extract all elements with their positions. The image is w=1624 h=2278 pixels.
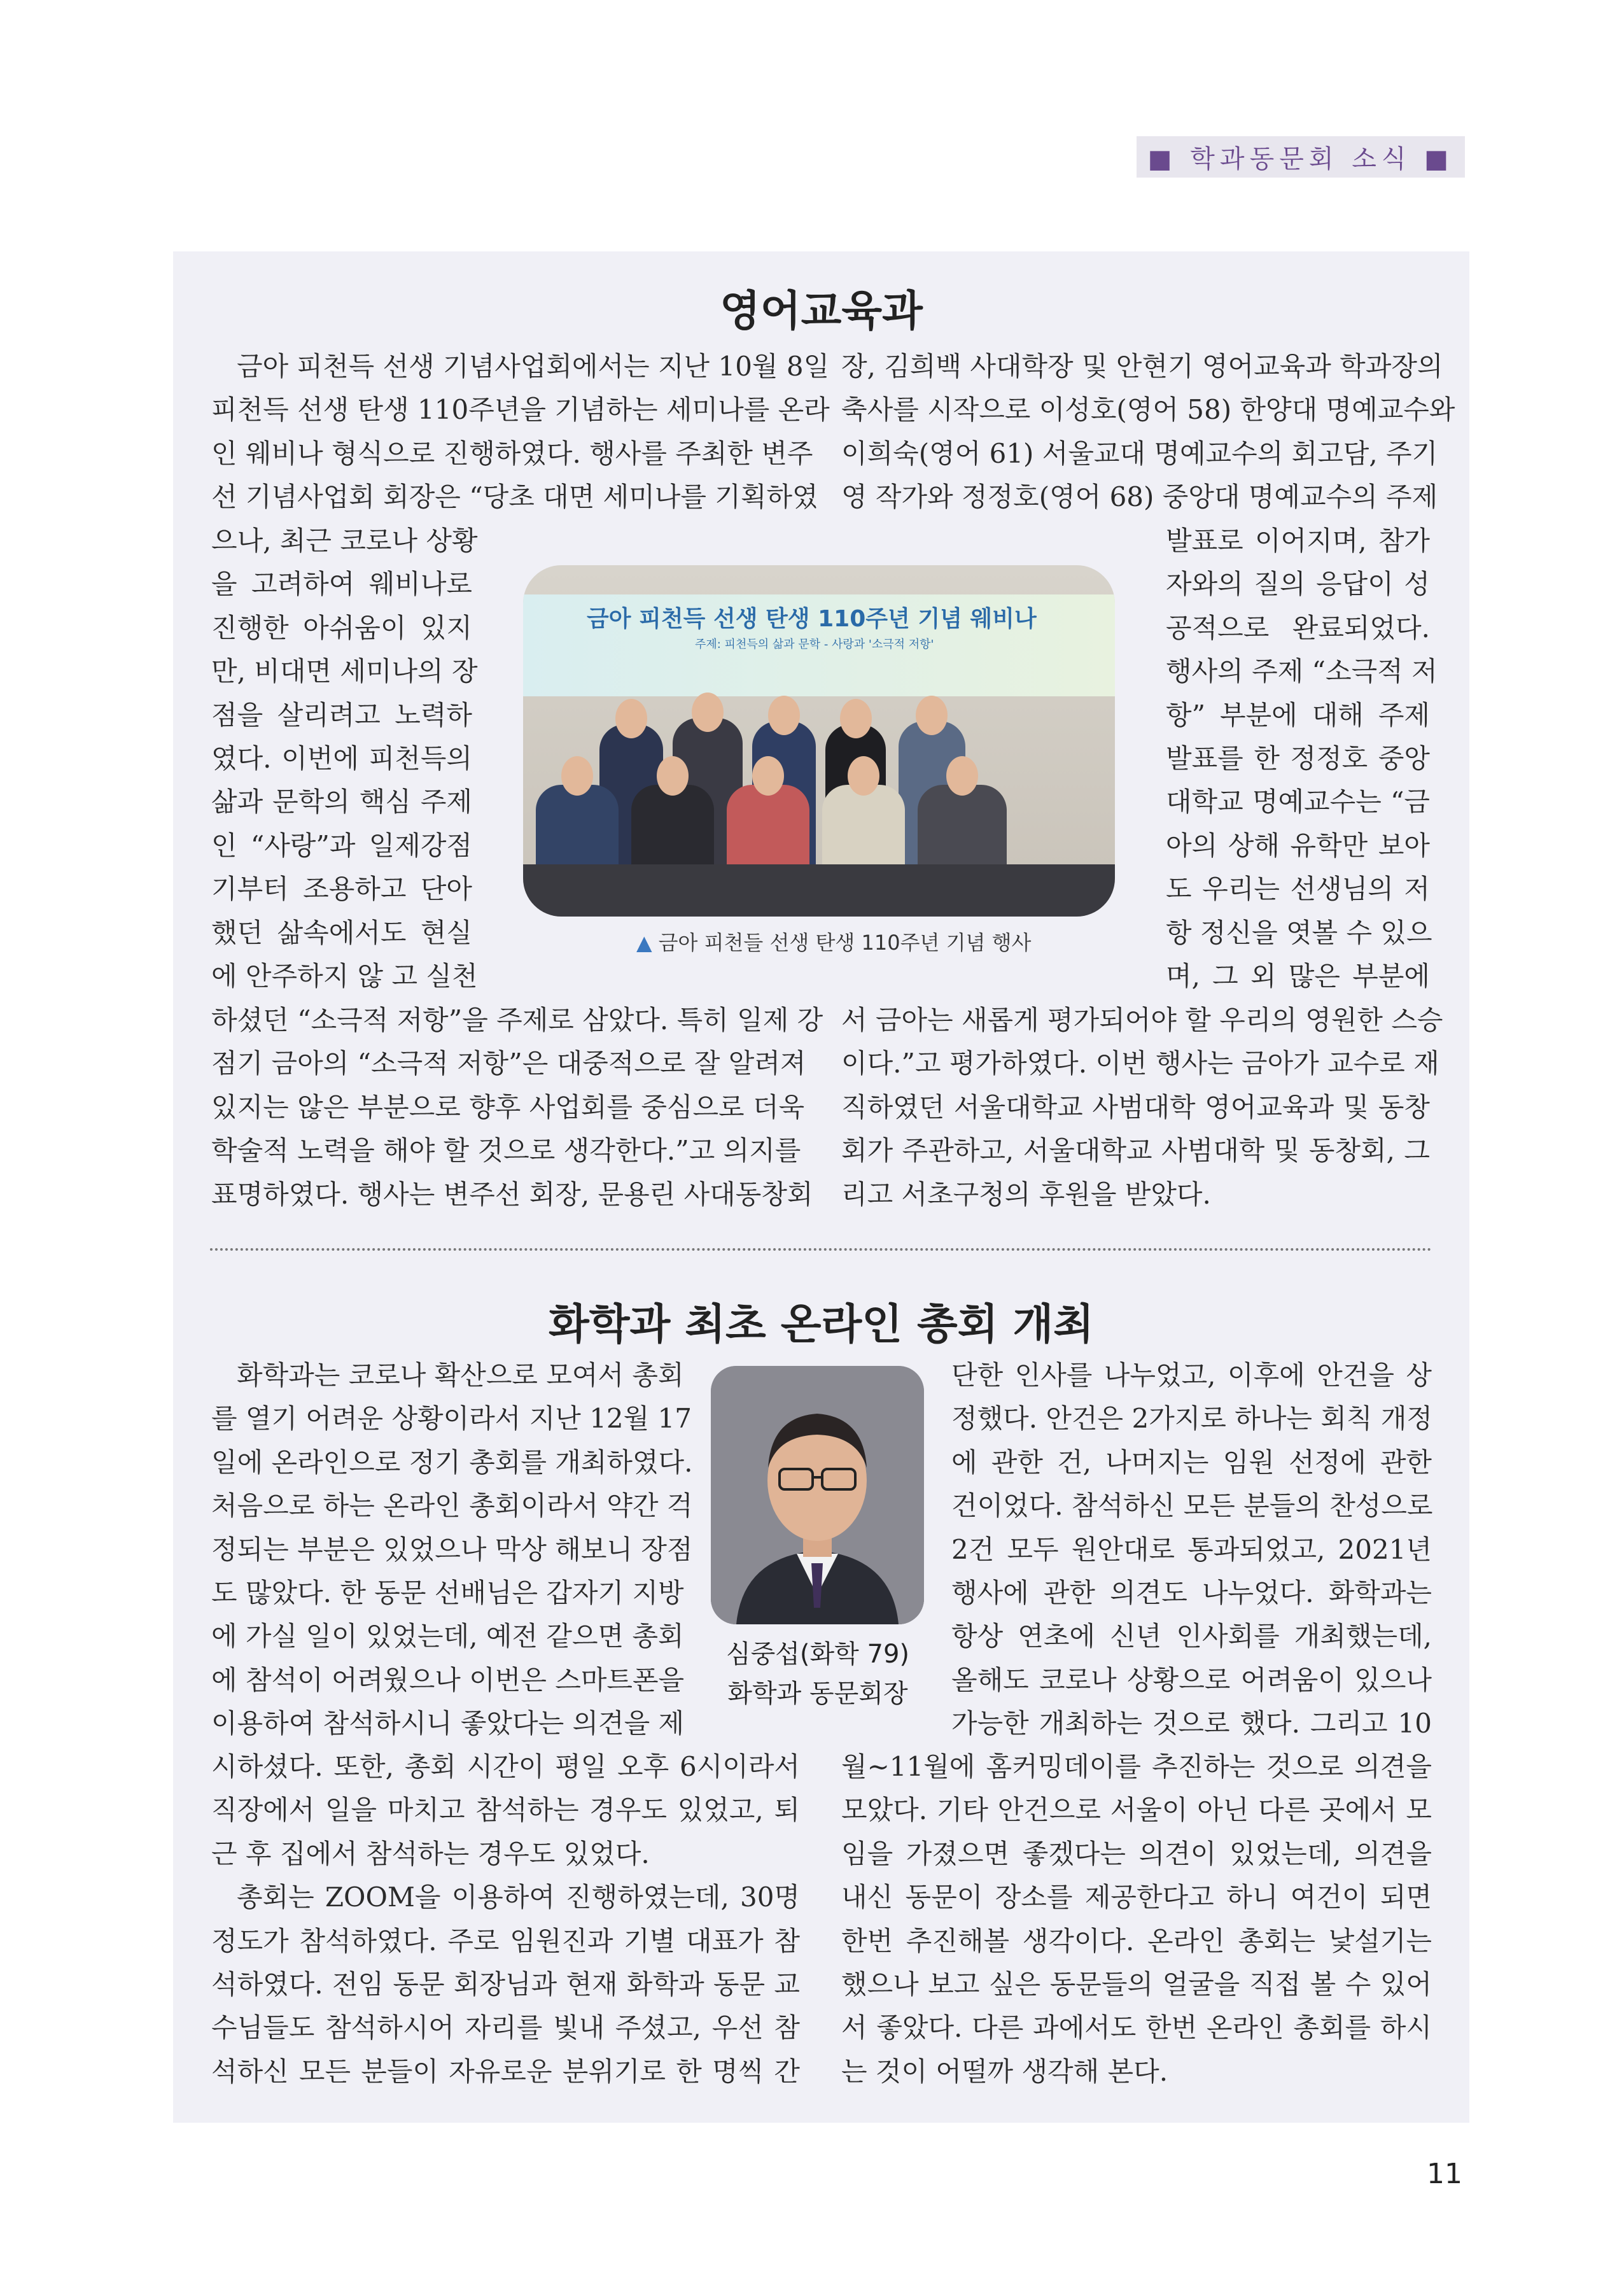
- text-line: 화학과는 코로나 확산으로 모여서 총회: [237, 1360, 684, 1391]
- text-line: 인 웨비나 형식으로 진행하였다. 행사를 주최한 변주: [211, 437, 813, 469]
- person-head: [946, 756, 978, 796]
- text-line: 직하였던 서울대학교 사범대학 영어교육과 및 동창: [841, 1091, 1430, 1123]
- text-line: 일에 온라인으로 정기 총회를 개최하였다.: [211, 1446, 693, 1478]
- text-line: 정되는 부분은 있었으나 막상 해보니 장점: [211, 1533, 693, 1565]
- text-line: 영 작가와 정정호(영어 68) 중앙대 명예교수의 주제: [841, 481, 1438, 513]
- article2-right-bottom: [841, 1745, 1432, 2093]
- text-line: 에 참석이 어려웠으나 이번은 스마트폰을: [211, 1664, 685, 1696]
- photo-banner-title: 금아 피천득 선생 탄생 110주년 기념 웨비나: [587, 606, 1037, 632]
- person-head: [692, 693, 724, 732]
- text-line: 있지는 않은 부분으로 향후 사업회를 중심으로 더욱: [211, 1091, 805, 1123]
- text-line: 했던 삶속에서도 현실: [211, 917, 472, 948]
- person-head: [848, 756, 879, 796]
- text-line: 피천득 선생 탄생 110주년을 기념하는 세미나를 온라: [211, 394, 830, 426]
- text-line: 점을 살리려고 노력하: [211, 699, 472, 731]
- article2-left-bottom: [211, 1745, 800, 2093]
- text-line: 도 많았다. 한 동문 선배님은 갑자기 지방: [211, 1577, 684, 1609]
- text-line: 표명하였다. 행사는 변주선 회장, 문용린 사대동창회: [211, 1178, 813, 1210]
- photo-banner-subtitle: 주제: 피천득의 삶과 문학 - 사랑과 '소극적 저항': [695, 638, 934, 651]
- text-line: 삶과 문학의 핵심 주제: [211, 786, 472, 818]
- text-line: 임을 가졌으면 좋겠다는 의견이 있었는데, 의견을: [841, 1838, 1432, 1869]
- text-line: 이희숙(영어 61) 서울교대 명예교수의 회고담, 주기: [841, 437, 1438, 469]
- article1-left-narrow: [211, 519, 478, 998]
- text-line: 공적으로 완료되었다.: [1166, 612, 1430, 643]
- text-line: 항상 연초에 신년 인사회를 개최했는데,: [951, 1621, 1432, 1652]
- text-line: 발표로 이어지며, 참가: [1166, 525, 1430, 556]
- text-line: 에 안주하지 않 고 실천: [211, 960, 478, 992]
- text-line: 행사에 관한 의견도 나누었다. 화학과는: [951, 1577, 1432, 1609]
- page-number: 11: [1427, 2158, 1462, 2190]
- portrait-illustration: [711, 1366, 924, 1624]
- text-line: 내신 동문이 장소를 제공한다고 하니 여건이 되면: [841, 1881, 1432, 1913]
- article1-left-bottom: [211, 999, 823, 1216]
- text-line: 서 금아는 새롭게 평가되어야 할 우리의 영원한 스승: [841, 1004, 1443, 1036]
- text-line: 이용하여 참석하시니 좋았다는 의견을 제: [211, 1708, 685, 1740]
- text-line: 월~11월에 홈커밍데이를 추진하는 것으로 의견을: [841, 1751, 1432, 1782]
- text-line: 진행한 아쉬움이 있지: [211, 612, 472, 643]
- text-line: 석하였다. 전임 동문 회장님과 현재 화학과 동문 교: [211, 1969, 800, 2000]
- text-line: 한번 추진해볼 생각이다. 온라인 총회는 낯설기는: [841, 1925, 1432, 1957]
- person-head: [768, 696, 800, 735]
- text-line: 항 정신을 엿볼 수 있으: [1166, 917, 1432, 948]
- text-line: 처음으로 하는 온라인 총회이라서 약간 걱: [211, 1490, 693, 1522]
- text-line: 였다. 이번에 피천득의: [211, 743, 472, 775]
- article-title-chemistry: 화학과 최초 온라인 총회 개최: [549, 1300, 1094, 1349]
- caption-marker-icon: ▲: [636, 931, 652, 955]
- article1-left-top: [211, 345, 830, 519]
- text-line: 회가 주관하고, 서울대학교 사범대학 및 동창회, 그: [841, 1135, 1430, 1167]
- person-head: [561, 756, 593, 796]
- text-line: 도 우리는 선생님의 저: [1166, 873, 1430, 905]
- text-line: 행사의 주제 “소극적 저: [1166, 656, 1438, 687]
- person-head: [615, 699, 647, 738]
- text-line: 며, 그 외 많은 부분에: [1166, 960, 1430, 992]
- person-head: [916, 696, 948, 735]
- text-line: 에 관한 건, 나머지는 임원 선정에 관한: [951, 1446, 1432, 1478]
- text-line: 항” 부분에 대해 주제: [1166, 699, 1430, 731]
- text-line: 석하신 모든 분들이 자유로운 분위기로 한 명씩 간: [211, 2055, 800, 2087]
- group-photo: [523, 565, 1115, 917]
- photo-caption: [636, 927, 1031, 956]
- text-line: 수님들도 참석하시어 자리를 빛내 주셨고, 우선 참: [211, 2012, 800, 2044]
- text-line: 금아 피천득 선생 기념사업회에서는 지난 10월 8일: [237, 351, 830, 382]
- text-line: 정했다. 안건은 2가지로 하나는 회칙 개정: [951, 1403, 1432, 1435]
- portrait-name: 심중섭(화학 79): [725, 1640, 910, 1669]
- text-line: 건이었다. 참석하신 모든 분들의 찬성으로: [951, 1490, 1433, 1522]
- article1-right-bottom: [841, 999, 1443, 1216]
- section-tag: ■ 학과동문회 소식 ■: [1137, 136, 1465, 178]
- text-line: 자와의 질의 응답이 성: [1166, 568, 1430, 600]
- text-line: 아의 상해 유학만 보아: [1166, 829, 1430, 861]
- portrait-caption: [706, 1635, 929, 1713]
- text-line: 는 것이 어떨까 생각해 본다.: [841, 2055, 1168, 2087]
- text-line: 리고 서초구청의 후원을 받았다.: [841, 1178, 1211, 1210]
- text-line: 2건 모두 원안대로 통과되었고, 2021년: [951, 1533, 1432, 1565]
- text-line: 하셨던 “소극적 저항”을 주제로 삼았다. 특히 일제 강: [211, 1004, 823, 1036]
- text-line: 인 “사랑”과 일제강점: [211, 829, 472, 861]
- section-divider: [210, 1248, 1432, 1251]
- person-head: [840, 699, 872, 738]
- text-line: 총회는 ZOOM을 이용하여 진행하였는데, 30명: [237, 1881, 800, 1913]
- text-line: 가능한 개최하는 것으로 했다. 그리고 10: [951, 1708, 1432, 1740]
- article1-right-narrow: [1166, 519, 1438, 998]
- person-head: [657, 756, 689, 796]
- text-line: 를 열기 어려운 상황이라서 지난 12월 17: [211, 1403, 692, 1435]
- text-line: 에 가실 일이 있었는데, 예전 같으면 총회: [211, 1621, 684, 1652]
- text-line: 모았다. 기타 안건으로 서울이 아닌 다른 곳에서 모: [841, 1794, 1432, 1826]
- text-line: 만, 비대면 세미나의 장: [211, 656, 478, 687]
- text-line: 축사를 시작으로 이성호(영어 58) 한양대 명예교수와: [841, 394, 1455, 426]
- photo-caption-text: 금아 피천들 선생 탄생 110주년 기념 행사: [658, 931, 1032, 955]
- text-line: 대학교 명예교수는 “금: [1166, 786, 1430, 818]
- text-line: 을 고려하여 웨비나로: [211, 568, 472, 600]
- portrait-title: 화학과 동문회장: [727, 1679, 908, 1708]
- text-line: 점기 금아의 “소극적 저항”은 대중적으로 잘 알려져: [211, 1048, 806, 1079]
- text-line: 서 좋았다. 다른 과에서도 한번 온라인 총회를 하시: [841, 2012, 1432, 2044]
- text-line: 학술적 노력을 해야 할 것으로 생각한다.”고 의지를: [211, 1135, 801, 1167]
- article-title-english-education: 영어교육과: [720, 286, 923, 335]
- text-line: 근 후 집에서 참석하는 경우도 있었다.: [211, 1838, 650, 1869]
- text-line: 올해도 코로나 상황으로 어려움이 있으나: [951, 1664, 1432, 1696]
- text-line: 장, 김희백 사대학장 및 안현기 영어교육과 학과장의: [841, 351, 1443, 382]
- text-line: 으나, 최근 코로나 상황: [211, 525, 478, 556]
- article2-right-narrow: [951, 1354, 1432, 1746]
- text-line: 정도가 참석하였다. 주로 임원진과 기별 대표가 참: [211, 1925, 800, 1957]
- text-line: 했으나 보고 싶은 동문들의 얼굴을 직접 볼 수 있어: [841, 1969, 1432, 2000]
- text-line: 단한 인사를 나누었고, 이후에 안건을 상: [951, 1360, 1432, 1391]
- text-line: 이다.”고 평가하였다. 이번 행사는 금아가 교수로 재: [841, 1048, 1439, 1079]
- article1-right-top: [841, 345, 1455, 519]
- article2-left-narrow: [211, 1354, 693, 1746]
- text-line: 직장에서 일을 마치고 참석하는 경우도 있었고, 퇴: [211, 1794, 800, 1826]
- text-line: 발표를 한 정정호 중앙: [1166, 743, 1430, 775]
- portrait-photo: [711, 1366, 924, 1624]
- text-line: 선 기념사업회 회장은 “당초 대면 세미나를 기획하였: [211, 481, 818, 513]
- text-line: 시하셨다. 또한, 총회 시간이 평일 오후 6시이라서: [211, 1751, 800, 1782]
- text-line: 기부터 조용하고 단아: [211, 873, 472, 905]
- content-panel: [173, 251, 1469, 2123]
- person-head: [752, 756, 784, 796]
- chair-row: [523, 864, 1115, 917]
